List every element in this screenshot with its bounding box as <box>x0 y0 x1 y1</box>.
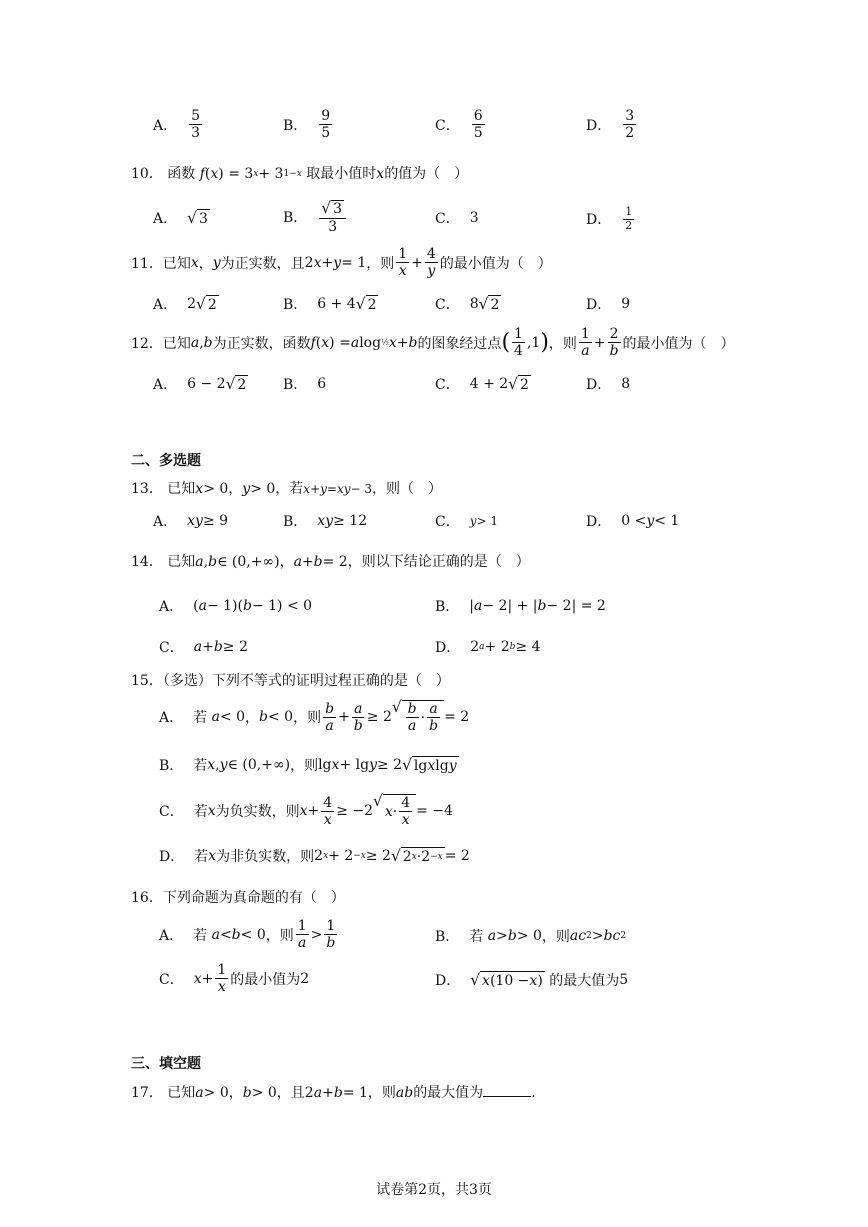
question-11: 11． 已知 x ， y 为正实数，且 2 x + y = 1 ，则 $\frac{1}{x}$ + $\frac{4}{y}$ 的最小值为（ ） <box>131 246 552 280</box>
q12-option-d: D． 8 <box>586 376 631 393</box>
q16-option-a: A． 若 a < b < 0 ，则 $\frac{1}{a}$ > $\frac{1}{b}$ <box>159 918 336 952</box>
math-expression: 2 x + y = 1 <box>304 254 367 271</box>
q11-option-c: C． 8 √ 2 <box>435 295 500 313</box>
fraction: √ 3 3 <box>319 200 346 235</box>
q13-option-a: A． xy ≥ 9 <box>153 513 229 530</box>
q16-option-d: D． √ x (10 − x ) 的最大值为 5 <box>435 971 629 989</box>
fraction: $\frac{2}{b}$ <box>609 326 619 360</box>
q9-option-c: C． $\frac{6}{5}$ <box>435 108 483 142</box>
question-15: 15．（多选）下列不等式的证明过程正确的是（ ） <box>131 673 450 689</box>
fraction: $\frac{4}{y}$ <box>426 246 436 280</box>
q14-option-d: D． 2 a + 2 b ≥ 4 <box>435 639 541 656</box>
q10-option-d: D． $\frac{1}{2}$ <box>586 205 633 232</box>
q12-option-b: B． 6 <box>283 376 327 393</box>
q12-option-a: A． 6 − 2 √ 2 <box>153 375 247 393</box>
fraction: $\frac{1}{a}$ <box>580 326 590 360</box>
q10-option-c: C． 3 <box>435 210 479 227</box>
math-expression: f ( x ) = a log ½ x + b <box>310 334 418 351</box>
q14-option-c: C． a + b ≥ 2 <box>159 639 248 656</box>
fraction: $\frac{1}{x}$ <box>398 246 408 280</box>
fraction: $\frac{6}{5}$ <box>473 108 483 142</box>
q15-option-b: B． 若 x , y ∈ (0,+∞) ，则 lg x + lg y ≥ 2 √ lg x lg y <box>159 756 457 774</box>
q13-option-d: D． 0 < y < 1 <box>586 513 680 530</box>
q10-option-a: A． √ 3 <box>153 209 208 227</box>
q13-option-c: C． y > 1 <box>435 514 499 530</box>
q16-option-b: B． 若 a > b > 0 ，则 ac 2 > bc 2 <box>435 928 627 945</box>
question-12: 12． 已知 a , b 为正实数，函数 f ( x ) = a log ½ x + b 的图象经过点 ( $\frac{1}{4}$ ,1 ) ，则 $\frac{1}{a}$ + $\frac{2}{b}$ 的最小值为（ ） <box>131 326 735 360</box>
q15-option-a: A． 若 a < 0 ， b < 0 ，则 $\frac{b}{a}$ + $\frac{a}{b}$ ≥ 2 √ $\frac{b}{a}$ · $\frac{a}{b}$ = 2 <box>159 698 470 735</box>
math-expression: f ( x ) = 3 x + 3 1−x <box>199 166 302 182</box>
point-expression: ( $\frac{1}{4}$ ,1 ) <box>501 326 549 360</box>
q15-option-d: D． 若 x 为非负实数，则 2 x + 2 −x ≥ 2 √ 2 x ·2 −x = 2 <box>159 847 470 865</box>
section-heading-multiple-choice: 二、多选题 <box>131 453 201 469</box>
q16-option-c: C． x + $\frac{1}{x}$ 的最小值为 2 <box>159 962 310 996</box>
q14-option-a: A． ( a − 1)( b − 1) < 0 <box>159 598 313 615</box>
section-heading-fill-in: 三、填空题 <box>131 1056 201 1072</box>
q11-option-b: B． 6 + 4 √ 2 <box>283 295 377 313</box>
q9-option-b: B． $\frac{9}{5}$ <box>283 108 331 142</box>
fraction: $\frac{1}{2}$ <box>625 205 633 232</box>
q10-option-b: B． √ 3 3 <box>283 200 348 235</box>
question-16: 16．下列命题为真命题的有（ ） <box>131 890 345 906</box>
q9-option-a: A． $\frac{5}{3}$ <box>153 108 201 142</box>
q12-option-c: C． 4 + 2 √ 2 <box>435 375 529 393</box>
question-14: 14． 已知 a , b ∈ (0,+∞)， a + b = 2，则以下结论正确的是（ ） <box>131 554 530 570</box>
q14-option-b: B． | a − 2| + | b − 2| = 2 <box>435 598 606 615</box>
page-footer: 试卷第2页，共3页 <box>376 1182 492 1198</box>
fraction: $\frac{9}{5}$ <box>321 108 331 142</box>
sqrt-expression: √ 3 <box>187 209 208 227</box>
answer-blank[interactable] <box>483 1084 531 1097</box>
question-17: 17． 已知 a > 0， b > 0，且2 a + b = 1，则ab的最大值为 . <box>131 1085 536 1101</box>
q15-option-c: C． 若 x 为负实数，则 x + $\frac{4}{x}$ ≥ −2 √ x · $\frac{4}{x}$ = −4 <box>159 792 453 829</box>
q9-option-d: D． $\frac{3}{2}$ <box>586 108 635 142</box>
question-10: 10． 函数 f ( x ) = 3 x + 3 1−x 取最小值时x的值为（ ） <box>131 166 469 182</box>
q11-option-d: D． 9 <box>586 296 631 313</box>
question-13: 13． 已知 x > 0， y > 0，若 x + y = xy − 3，则（ ） <box>131 481 443 497</box>
q11-option-a: A． 2 √ 2 <box>153 295 217 313</box>
q13-option-b: B． xy ≥ 12 <box>283 513 368 530</box>
fraction: $\frac{3}{2}$ <box>625 108 635 142</box>
fraction: $\frac{5}{3}$ <box>191 108 201 142</box>
